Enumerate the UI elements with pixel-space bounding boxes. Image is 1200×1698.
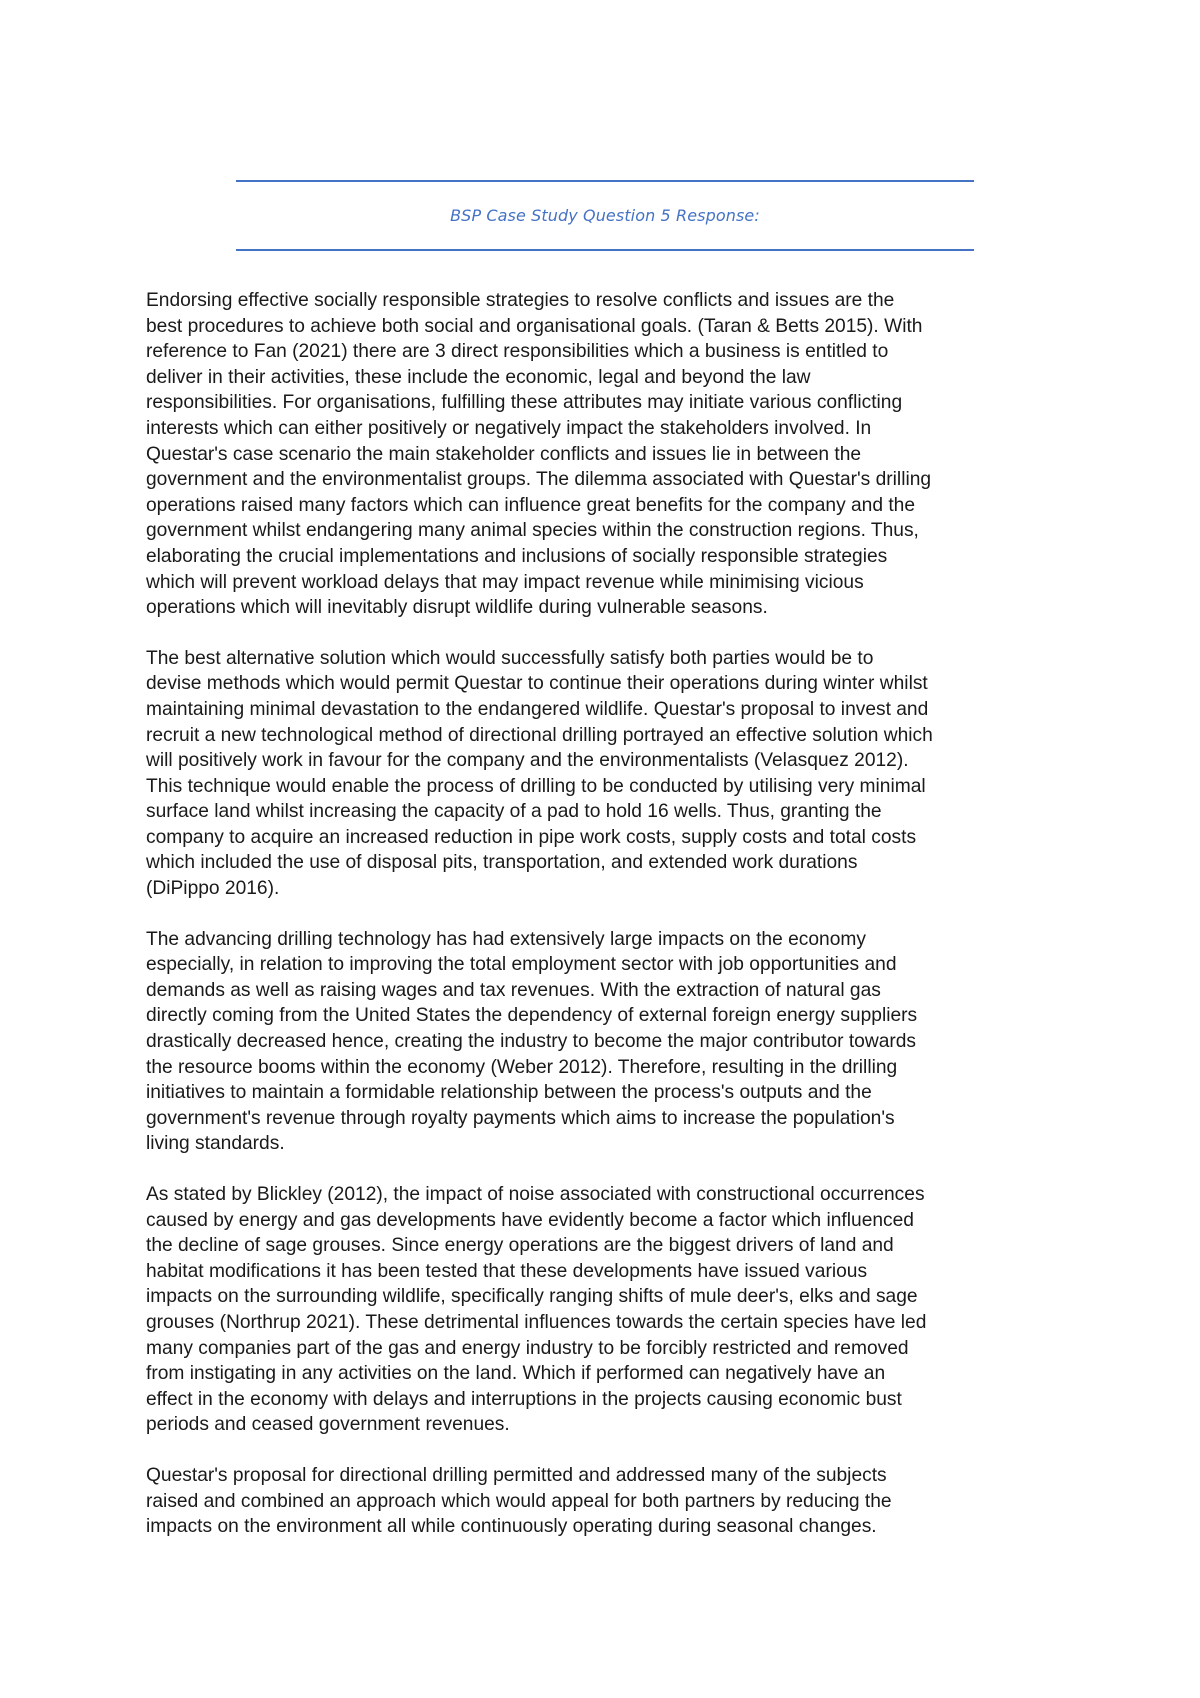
document-body <box>146 288 1066 1565</box>
paragraph-line: demands as well as raising wages and tax revenues. With the extraction of natural gas <box>146 979 881 1001</box>
paragraph-line: company to acquire an increased reduction in pipe work costs, supply costs and total costs <box>146 826 917 848</box>
paragraph-line: The best alternative solution which would successfully satisfy both parties would be to <box>146 647 874 669</box>
paragraph-line: raised and combined an approach which would appeal for both partners by reducing the <box>146 1490 892 1512</box>
title-bottom-rule <box>236 249 974 251</box>
paragraph-line: best procedures to achieve both social and organisational goals. (Taran & Betts 2015). With <box>146 315 923 337</box>
document-title: BSP Case Study Question 5 Response: <box>450 206 760 225</box>
body-paragraph <box>146 1182 1066 1438</box>
paragraph-line: As stated by Blickley (2012), the impact of noise associated with constructional occurrences <box>146 1184 925 1205</box>
paragraph-line: operations raised many factors which can influence great benefits for the company and the <box>146 494 916 516</box>
paragraph-line: elaborating the crucial implementations and inclusions of socially responsible strategies <box>146 545 888 567</box>
paragraph-line: government's revenue through royalty payments which aims to increase the population's <box>146 1107 895 1129</box>
paragraph-line: impacts on the surrounding wildlife, specifically ranging shifts of mule deer's, elks and sage <box>146 1286 918 1308</box>
title-top-rule <box>236 180 974 182</box>
paragraph-line: grouses (Northrup 2021). These detrimental influences towards the certain species have led <box>146 1311 927 1333</box>
paragraph-line: the resource booms within the economy (Weber 2012). Therefore, resulting in the drilling <box>146 1056 898 1078</box>
paragraph-line: recruit a new technological method of directional drilling portrayed an effective solution which <box>146 724 933 746</box>
paragraph-line: The advancing drilling technology has had extensively large impacts on the economy <box>146 928 866 950</box>
paragraph-line: surface land whilst increasing the capacity of a pad to hold 16 wells. Thus, granting the <box>146 801 882 823</box>
paragraph-line: habitat modifications it has been tested that these developments have issued various <box>146 1260 868 1282</box>
paragraph-line: reference to Fan (2021) there are 3 direct responsibilities which a business is entitled to <box>146 341 889 363</box>
body-paragraph <box>146 646 1066 902</box>
paragraph-line: which will prevent workload delays that may impact revenue while minimising vicious <box>146 571 864 593</box>
body-paragraph <box>146 288 1066 621</box>
paragraph-line: devise methods which would permit Questar to continue their operations during winter whilst <box>146 673 928 695</box>
paragraph-line: especially, in relation to improving the total employment sector with job opportunities and <box>146 954 897 976</box>
paragraph-line: government whilst endangering many animal species within the construction regions. Thus, <box>146 520 919 542</box>
paragraph-line: which included the use of disposal pits, transportation, and extended work durations <box>146 852 858 874</box>
paragraph-line: from instigating in any activities on the land. Which if performed can negatively have an <box>146 1363 886 1385</box>
title-block <box>236 180 974 252</box>
paragraph-line: impacts on the environment all while continuously operating during seasonal changes. <box>146 1516 877 1538</box>
paragraph-line: living standards. <box>146 1133 285 1155</box>
paragraph-line: Questar's case scenario the main stakeholder conflicts and issues lie in between the <box>146 443 862 465</box>
paragraph-line: many companies part of the gas and energy industry to be forcibly restricted and removed <box>146 1337 909 1359</box>
paragraph-line: Questar's proposal for directional drilling permitted and addressed many of the subjects <box>146 1464 887 1486</box>
paragraph-line: Endorsing effective socially responsible strategies to resolve conflicts and issues are the <box>146 290 895 311</box>
paragraph-line: (DiPippo 2016). <box>146 878 280 900</box>
paragraph-line: operations which will inevitably disrupt wildlife during vulnerable seasons. <box>146 597 768 619</box>
paragraph-line: caused by energy and gas developments have evidently become a factor which influenced <box>146 1209 914 1231</box>
paragraph-line: periods and ceased government revenues. <box>146 1414 510 1436</box>
paragraph-line: responsibilities. For organisations, fulfilling these attributes may initiate various conflicting <box>146 392 903 414</box>
body-paragraph <box>146 927 1066 1157</box>
paragraph-line: maintaining minimal devastation to the endangered wildlife. Questar's proposal to invest and <box>146 698 929 720</box>
paragraph-line: deliver in their activities, these include the economic, legal and beyond the law <box>146 366 811 388</box>
paragraph-line: initiatives to maintain a formidable relationship between the process's outputs and the <box>146 1082 872 1104</box>
body-paragraph <box>146 1463 1066 1540</box>
paragraph-line: effect in the economy with delays and interruptions in the projects causing economic bust <box>146 1388 902 1410</box>
paragraph-line: will positively work in favour for the company and the environmentalists (Velasquez 2012). <box>146 750 909 772</box>
paragraph-line: This technique would enable the process of drilling to be conducted by utilising very minimal <box>146 775 926 797</box>
paragraph-line: interests which can either positively or negatively impact the stakeholders involved. In <box>146 417 872 439</box>
paragraph-line: government and the environmentalist groups. The dilemma associated with Questar's drilling <box>146 469 932 491</box>
paragraph-line: the decline of sage grouses. Since energy operations are the biggest drivers of land and <box>146 1235 894 1257</box>
paragraph-line: directly coming from the United States the dependency of external foreign energy suppliers <box>146 1005 918 1027</box>
paragraph-line: drastically decreased hence, creating the industry to become the major contributor towards <box>146 1031 917 1053</box>
